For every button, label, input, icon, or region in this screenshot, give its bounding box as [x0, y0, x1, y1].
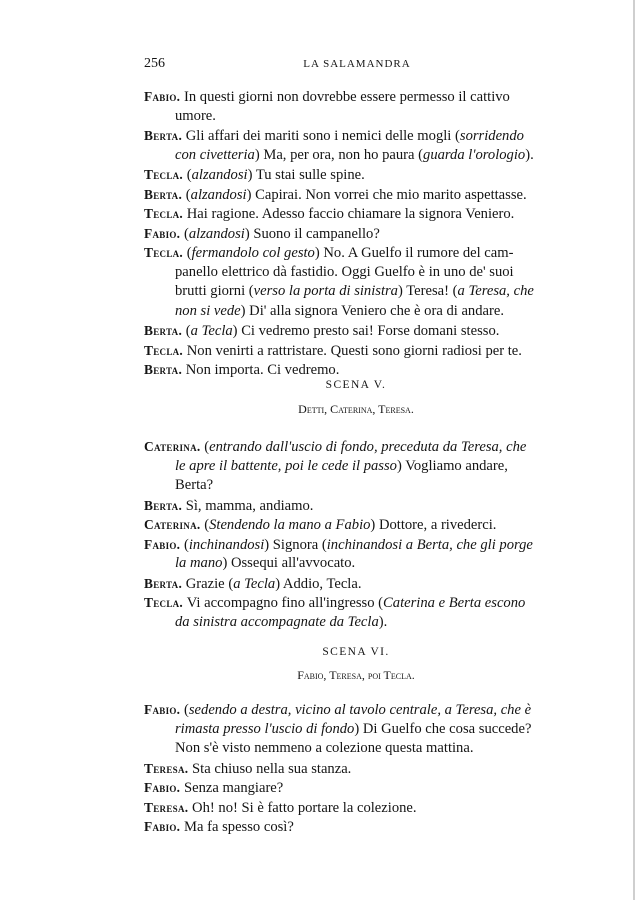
dialogue-continuation: [144, 263, 568, 283]
speaker-name: Caterina.: [144, 517, 201, 532]
line-text: Hai ragione. Adesso faccio chiamare la signora Veniero.: [186, 206, 515, 222]
line-text: (inchinandosi) Signora (inchinandosi a Berta, che gli porge: [184, 536, 533, 553]
dialogue-line: [144, 515, 568, 535]
speaker-name: Tecla.: [144, 245, 184, 260]
dialogue-line: [144, 496, 568, 516]
speaker-name: Fabio.: [144, 819, 181, 834]
dialogue-block-3: [144, 700, 568, 837]
dialogue-line: [144, 574, 568, 594]
dialogue-continuation: [144, 613, 568, 633]
dialogue-line: [144, 165, 568, 185]
line-text: Oh! no! Si è fatto portare la colezione.: [192, 799, 417, 816]
dialogue-line: [144, 185, 568, 205]
line-text: da sinistra accompagnate da Tecla).: [175, 613, 388, 630]
dialogue-line: [144, 204, 568, 224]
line-text: Non importa. Ci vedremo.: [185, 362, 340, 378]
speaker-name: Tecla.: [144, 595, 184, 610]
line-text: Sta chiuso nella sua stanza.: [192, 760, 352, 777]
dialogue-line: [144, 243, 568, 263]
line-text: le apre il battente, poi le cede il passo) Vogliamo andare,: [175, 457, 508, 474]
dialogue-continuation: [144, 107, 568, 127]
dialogue-line: [144, 321, 568, 341]
line-text: Berta?: [175, 477, 214, 493]
running-title: LA SALAMANDRA: [303, 58, 411, 70]
line-text: rimasta presso l'uscio di fondo) Di Guelfo che cosa succede?: [175, 720, 532, 737]
dialogue-continuation: [144, 720, 568, 740]
line-text: non si vede) Di' alla signora Veniero che è ora di andare.: [175, 302, 504, 319]
speaker-name: Tecla.: [144, 167, 184, 182]
line-text: (fermandolo col gesto) No. A Guelfo il rumore del cam-: [186, 245, 514, 261]
line-text: Non venirti a rattristare. Questi sono giorni radiosi per te.: [186, 342, 522, 359]
line-text: Vi accompagno fino all'ingresso (Caterina e Berta escono: [186, 595, 526, 611]
dialogue-continuation: [144, 302, 568, 322]
dialogue-continuation: [144, 554, 568, 574]
speaker-name: Berta.: [144, 128, 183, 143]
line-text: (a Tecla) Ci vedremo presto sai! Forse domani stesso.: [185, 323, 500, 339]
scene-heading: SCENA VI.: [322, 646, 390, 658]
dialogue-line: [144, 341, 568, 361]
dialogue-continuation: [144, 739, 568, 759]
line-text: Grazie (a Tecla) Addio, Tecla.: [185, 575, 362, 592]
dialogue-continuation: [144, 146, 568, 166]
speaker-name: Fabio.: [144, 780, 181, 795]
line-text: (alzandosi) Tu stai sulle spine.: [186, 167, 365, 183]
dialogue-line: [144, 700, 568, 720]
speaker-name: Teresa.: [144, 760, 189, 776]
line-text: Senza mangiare?: [184, 780, 284, 796]
speaker-name: Berta.: [144, 323, 183, 338]
scene-cast: Fabio, Teresa, poi Tecla.: [297, 668, 415, 682]
line-text: (sedendo a destra, vicino al tavolo centrale, a Teresa, che è: [184, 702, 532, 718]
scene-heading: SCENA V.: [325, 379, 387, 391]
line-text: brutti giorni (verso la porta di sinistra) Teresa! (a Teresa, che: [175, 283, 534, 299]
line-text: In questi giorni non dovrebbe essere permesso il cattivo: [184, 89, 510, 105]
speaker-name: Teresa.: [144, 799, 189, 815]
dialogue-line: [144, 360, 568, 380]
dialogue-line: [144, 535, 568, 555]
speaker-name: Fabio.: [144, 702, 181, 717]
line-text: (Stendendo la mano a Fabio) Dottore, a rivederci.: [204, 517, 497, 533]
page-number: 256: [144, 56, 165, 71]
dialogue-block-2: [144, 437, 568, 632]
line-text: (alzandosi) Suono il campanello?: [184, 225, 380, 242]
running-header: [144, 56, 570, 76]
speaker-name: Berta.: [144, 497, 183, 513]
dialogue-line: [144, 224, 568, 244]
dialogue-line: [144, 817, 568, 837]
speaker-name: Fabio.: [144, 225, 181, 241]
line-text: Ma fa spesso così?: [184, 819, 294, 835]
dialogue-continuation: [144, 457, 568, 477]
line-text: Gli affari dei mariti sono i nemici delle mogli (sorridendo: [185, 128, 524, 144]
dialogue-line: [144, 87, 568, 107]
dialogue-line: [144, 759, 568, 779]
speaker-name: Tecla.: [144, 206, 184, 221]
dialogue-line: [144, 778, 568, 798]
speaker-name: Berta.: [144, 362, 183, 377]
line-text: Sì, mamma, andiamo.: [185, 497, 314, 514]
speaker-name: Caterina.: [144, 439, 201, 454]
dialogue-continuation: [144, 282, 568, 302]
line-text: la mano) Ossequi all'avvocato.: [175, 555, 356, 571]
dialogue-line: [144, 798, 568, 818]
line-text: con civetteria) Ma, per ora, non ho paura (guarda l'orologio).: [175, 146, 534, 163]
scene-cast: Detti, Caterina, Teresa.: [298, 402, 414, 416]
line-text: (entrando dall'uscio di fondo, preceduta da Teresa, che: [204, 439, 527, 455]
line-text: (alzandosi) Capirai. Non vorrei che mio marito aspettasse.: [185, 186, 527, 203]
dialogue-block-1: [144, 87, 568, 380]
speaker-name: Fabio.: [144, 536, 181, 552]
dialogue-continuation: [144, 476, 568, 496]
speaker-name: Tecla.: [144, 342, 184, 358]
line-text: panello elettrico dà fastidio. Oggi Guelfo è in uno de' suoi: [175, 263, 514, 280]
speaker-name: Fabio.: [144, 89, 181, 104]
dialogue-line: [144, 437, 568, 457]
speaker-name: Berta.: [144, 186, 183, 202]
line-text: umore.: [175, 107, 216, 124]
line-text: Non s'è visto nemmeno a colezione questa mattina.: [175, 740, 474, 756]
speaker-name: Berta.: [144, 575, 183, 591]
dialogue-line: [144, 126, 568, 146]
dialogue-line: [144, 593, 568, 613]
